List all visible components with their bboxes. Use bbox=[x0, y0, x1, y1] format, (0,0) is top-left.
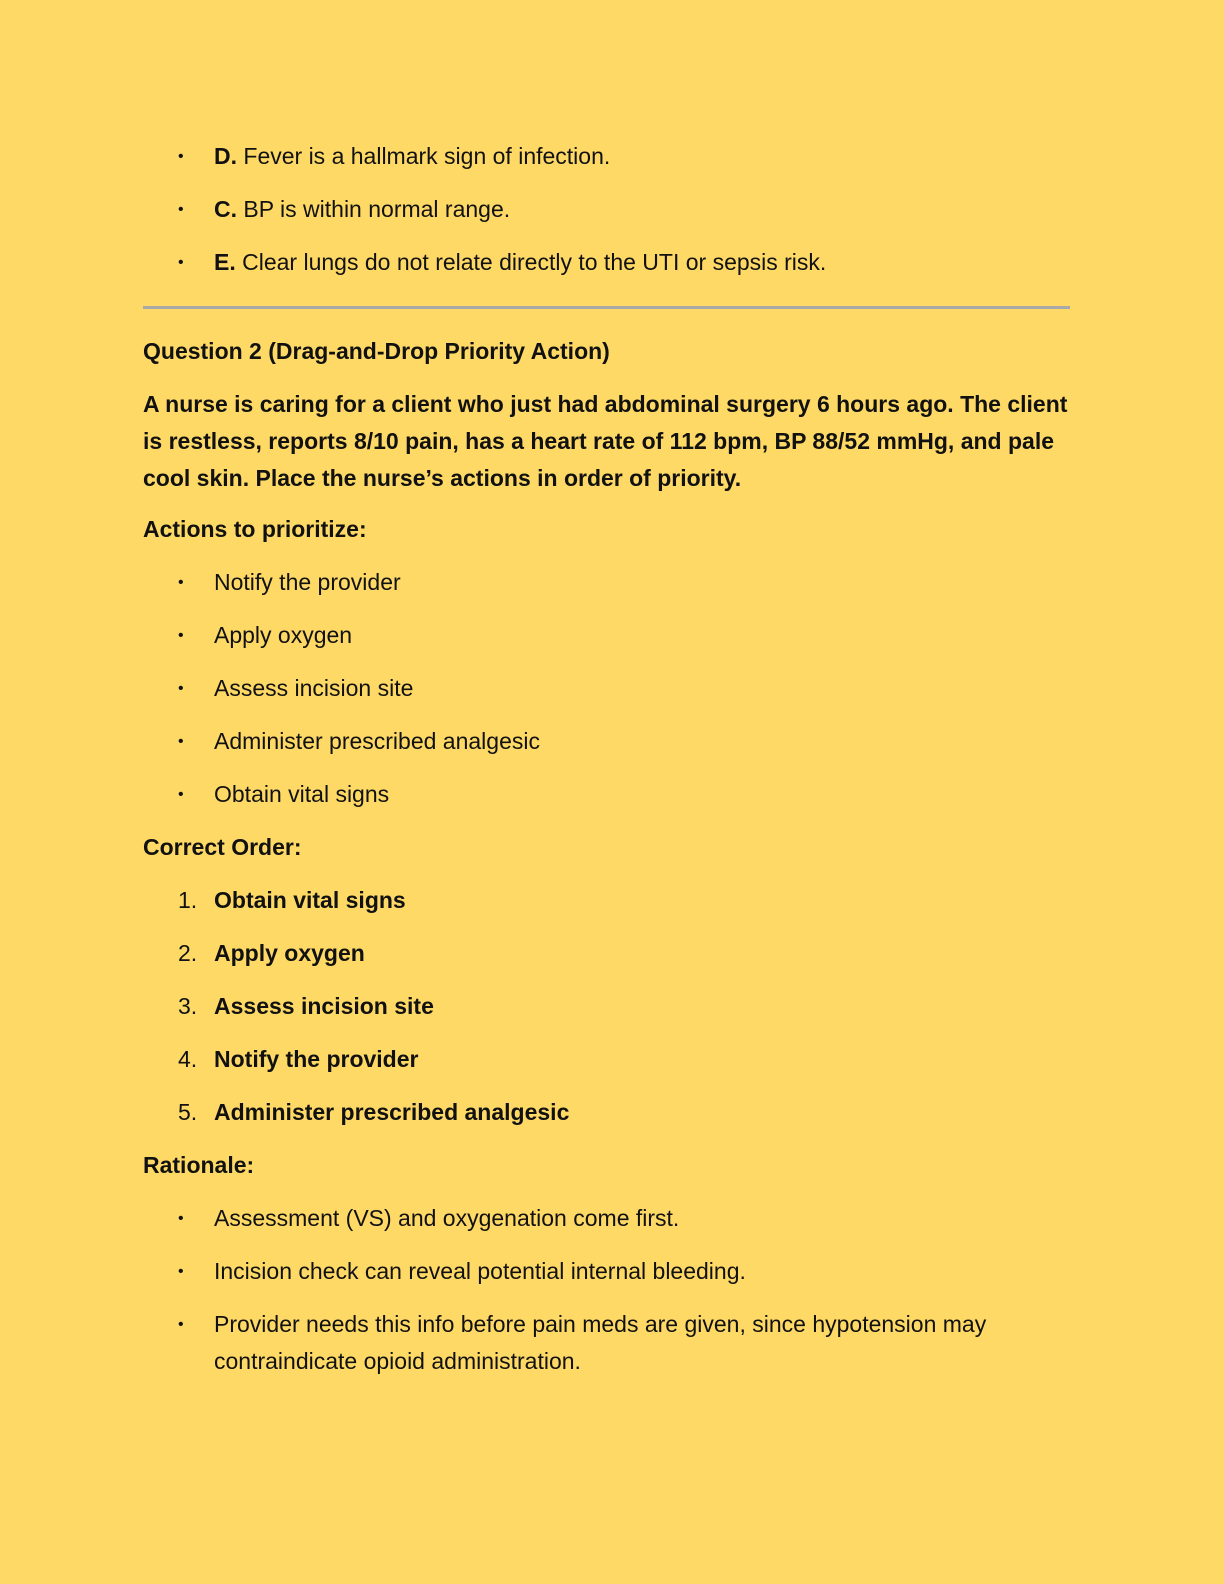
question-title: Question 2 (Drag-and-Drop Priority Action) bbox=[143, 338, 610, 364]
question-stem: A nurse is caring for a client who just had abdominal surgery 6 hours ago. The client is restless, reports 8/10 pain, has a heart rate of 112 bpm, BP 88/52 mmHg, and pale cool skin. Place the nurse’s actions in order of priority. bbox=[143, 391, 1068, 491]
list-item: • Administer prescribed analgesic bbox=[143, 723, 1083, 760]
rationale-list bbox=[143, 1200, 1083, 1380]
list-item: • C. BP is within normal range. bbox=[143, 191, 1083, 228]
actions-list bbox=[143, 564, 1083, 813]
list-item: 1. Obtain vital signs bbox=[178, 887, 406, 913]
bullet-icon: • bbox=[178, 1263, 184, 1280]
correct-order-list bbox=[143, 882, 1083, 1131]
list-item: • Incision check can reveal potential internal bleeding. bbox=[143, 1253, 1083, 1290]
section-divider bbox=[143, 306, 1070, 309]
bullet-icon: • bbox=[178, 1210, 184, 1227]
list-item: 4. Notify the provider bbox=[178, 1046, 419, 1072]
list-item: • E. Clear lungs do not relate directly to the UTI or sepsis risk. bbox=[143, 244, 1083, 281]
list-item: • Apply oxygen bbox=[143, 617, 1083, 654]
list-item: • Provider needs this info before pain meds are given, since hypotension may contraindicate opioid administration. bbox=[143, 1306, 1083, 1380]
list-item: • Notify the provider bbox=[143, 564, 1083, 601]
list-item: • Obtain vital signs bbox=[143, 776, 1083, 813]
bullet-icon: • bbox=[178, 574, 184, 591]
bullet-icon: • bbox=[178, 786, 184, 803]
list-item: 2. Apply oxygen bbox=[178, 940, 365, 966]
document-page bbox=[143, 138, 1083, 1396]
bullet-icon: • bbox=[178, 680, 184, 697]
bullet-icon: • bbox=[178, 627, 184, 644]
list-item: 5. Administer prescribed analgesic bbox=[178, 1099, 570, 1125]
bullet-icon: • bbox=[178, 1316, 184, 1333]
bullet-icon: • bbox=[178, 201, 184, 218]
actions-heading: Actions to prioritize: bbox=[143, 516, 367, 542]
rationale-heading: Rationale: bbox=[143, 1152, 255, 1178]
correct-order-heading: Correct Order: bbox=[143, 834, 302, 860]
list-item: • Assess incision site bbox=[143, 670, 1083, 707]
bullet-icon: • bbox=[178, 254, 184, 271]
list-item: 3. Assess incision site bbox=[178, 993, 434, 1019]
list-item: • D. Fever is a hallmark sign of infection. bbox=[143, 138, 1083, 175]
bullet-icon: • bbox=[178, 733, 184, 750]
list-item: • Assessment (VS) and oxygenation come first. bbox=[143, 1200, 1083, 1237]
bullet-icon: • bbox=[178, 148, 184, 165]
previous-answers-list bbox=[143, 138, 1083, 281]
